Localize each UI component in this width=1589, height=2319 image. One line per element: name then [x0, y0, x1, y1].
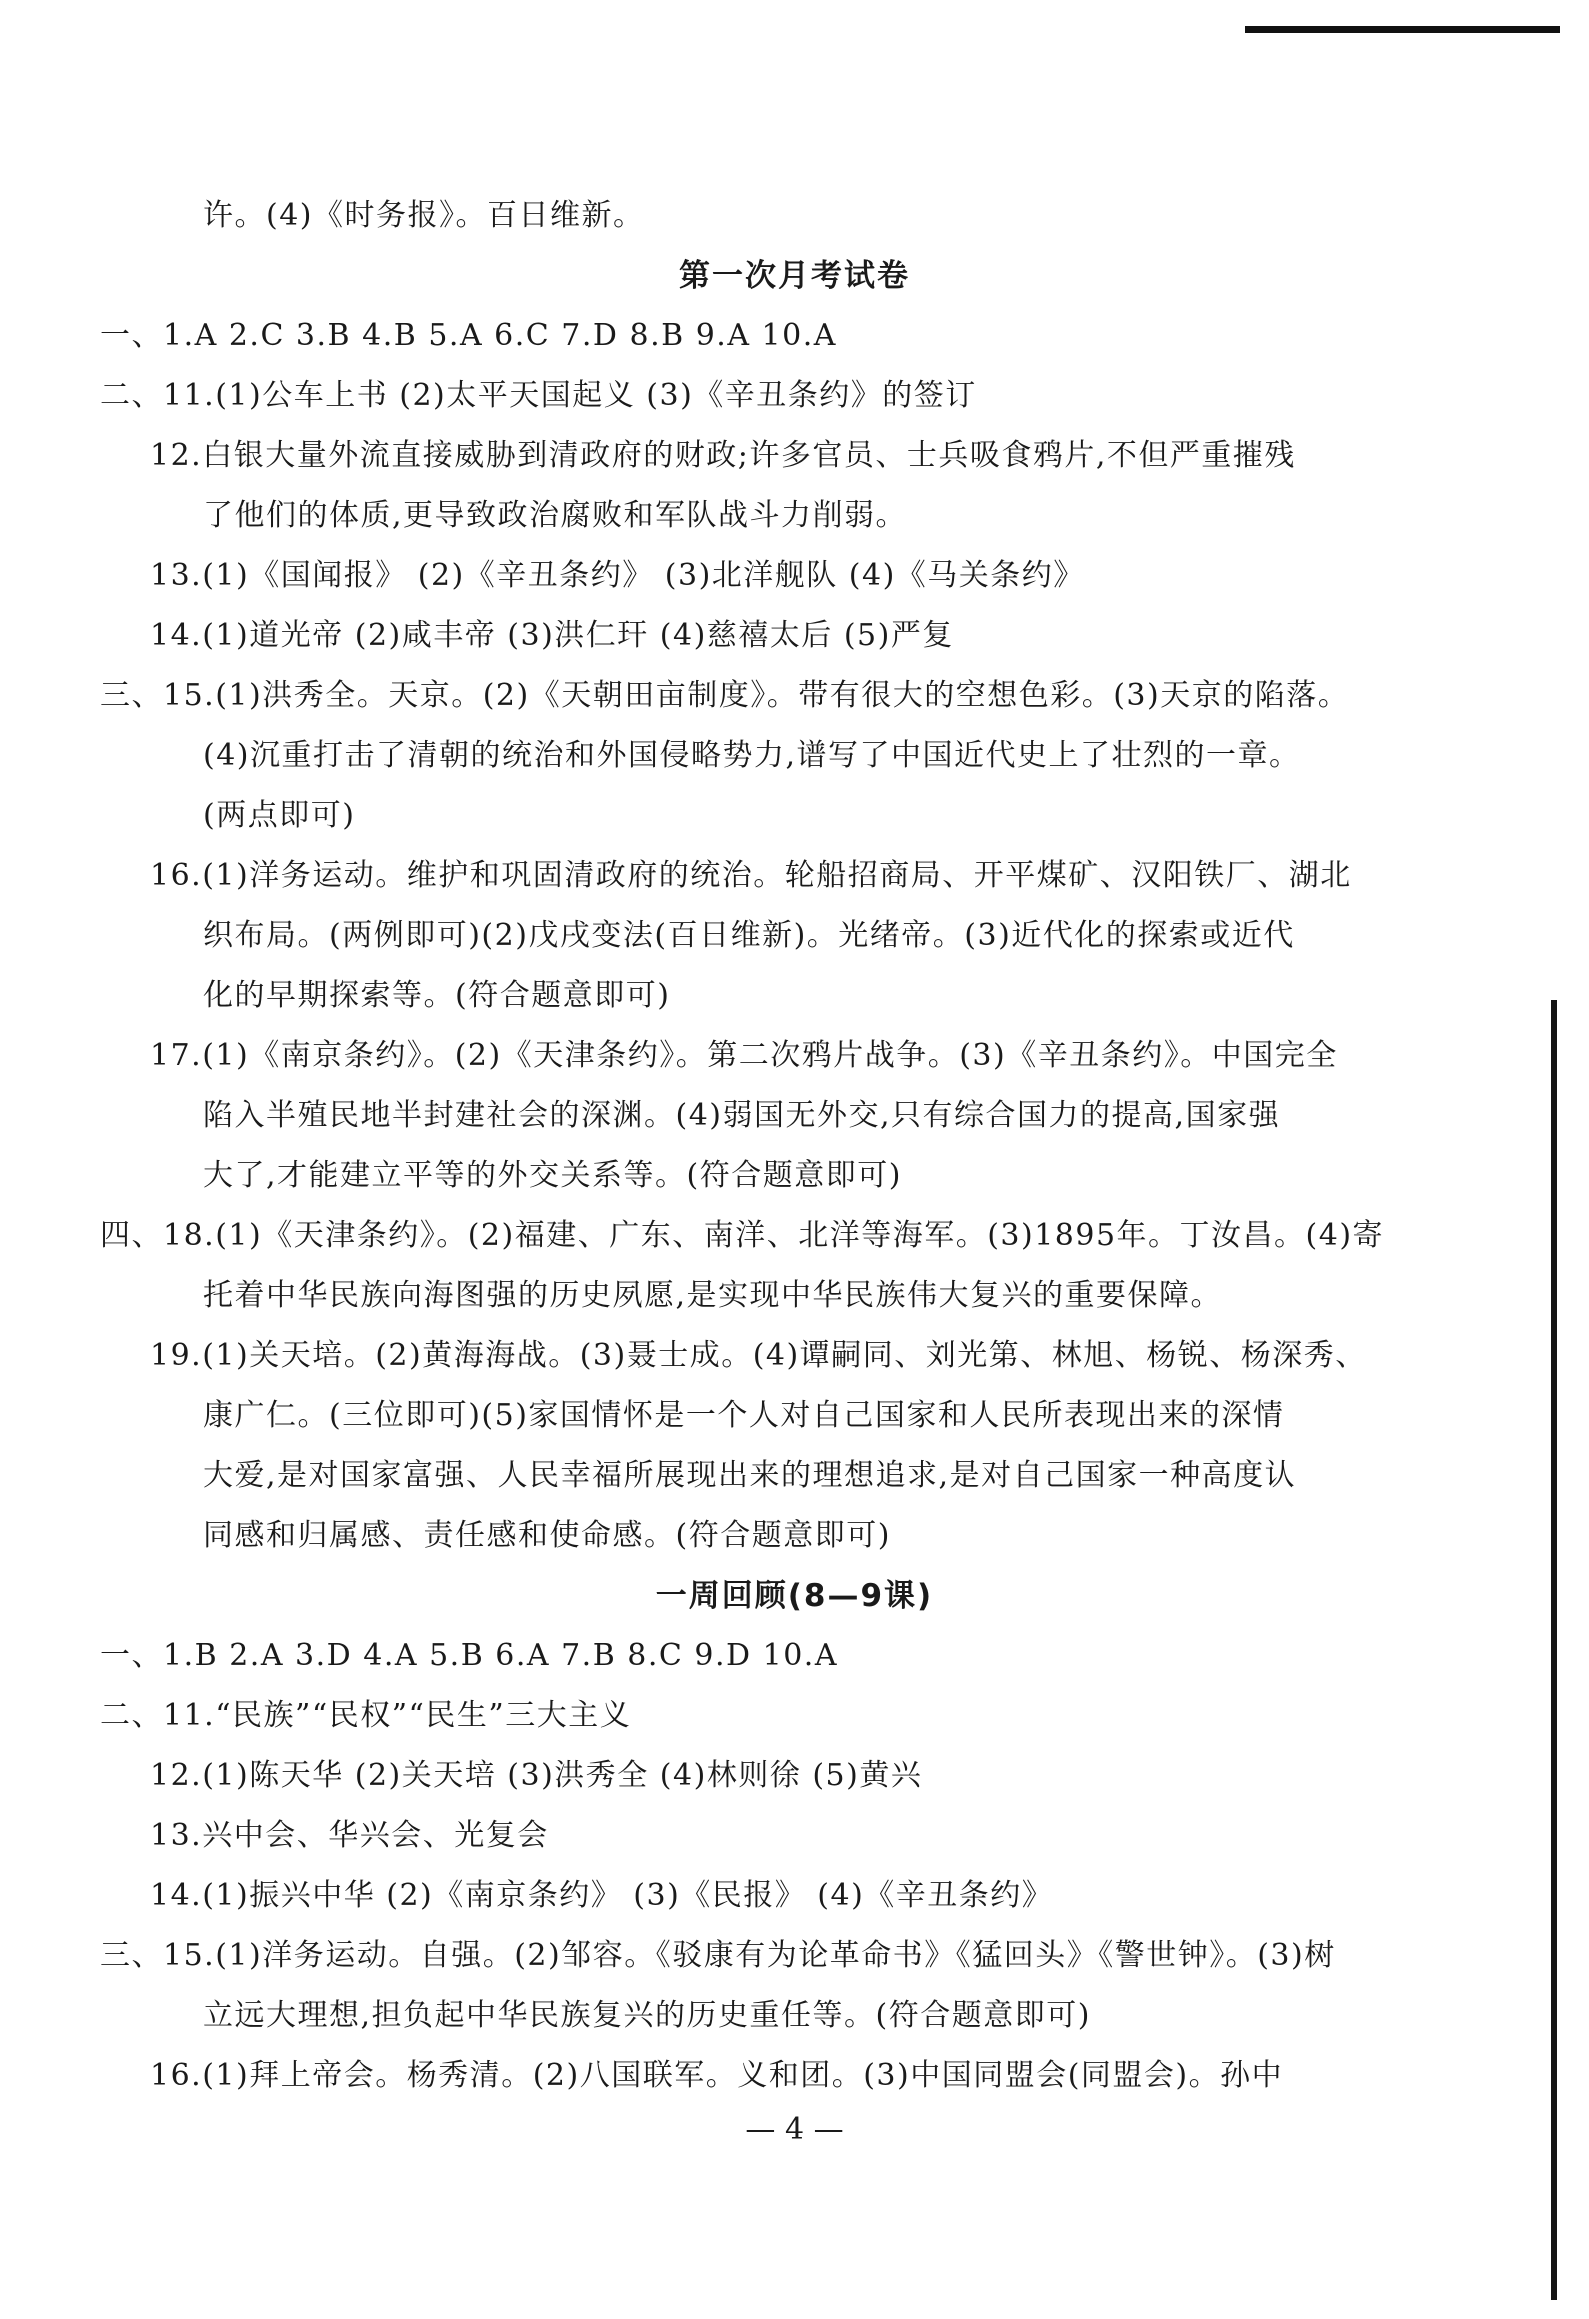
text-line: 13.兴中会、华兴会、光复会: [150, 1818, 549, 1853]
text-line: 立远大理想,担负起中华民族复兴的历史重任等。(符合题意即可): [203, 1998, 1091, 2033]
page-number: — 4 —: [745, 2112, 844, 2147]
section-heading-first-monthly-exam: 第一次月考试卷: [679, 258, 910, 294]
text-line: (4)沉重打击了清朝的统治和外国侵略势力,谱写了中国近代史上了壮烈的一章。: [203, 738, 1301, 773]
text-line: 14.(1)道光帝 (2)咸丰帝 (3)洪仁玕 (4)慈禧太后 (5)严复: [150, 618, 954, 653]
section-heading-weekly-review: 一周回顾(8—9课): [655, 1578, 934, 1614]
text-line: 14.(1)振兴中华 (2)《南京条约》 (3)《民报》 (4)《辛丑条约》: [150, 1878, 1054, 1913]
text-line: 托着中华民族向海图强的历史夙愿,是实现中华民族伟大复兴的重要保障。: [203, 1278, 1223, 1313]
text-line: 织布局。(两例即可)(2)戊戌变法(百日维新)。光绪帝。(3)近代化的探索或近代: [203, 918, 1295, 953]
text-line: 一、1.B 2.A 3.D 4.A 5.B 6.A 7.B 8.C 9.D 10.A: [100, 1638, 838, 1673]
text-line: 化的早期探索等。(符合题意即可): [203, 978, 671, 1013]
text-line: 三、15.(1)洪秀全。天京。(2)《天朝田亩制度》。带有很大的空想色彩。(3)天京的陷落。: [100, 678, 1350, 713]
text-line: 二、11.(1)公车上书 (2)太平天国起义 (3)《辛丑条约》的签订: [100, 378, 977, 413]
text-line: 一、1.A 2.C 3.B 4.B 5.A 6.C 7.D 8.B 9.A 10.A: [100, 318, 837, 353]
text-line: 三、15.(1)洋务运动。自强。(2)邹容。《驳康有为论革命书》《猛回头》《警世钟》。(3)树: [100, 1938, 1336, 1973]
scan-edge-mark-right: [1551, 1000, 1557, 2300]
text-line: 康广仁。(三位即可)(5)家国情怀是一个人对自己国家和人民所表现出来的深情: [203, 1398, 1285, 1433]
text-line: 陷入半殖民地半封建社会的深渊。(4)弱国无外交,只有综合国力的提高,国家强: [203, 1098, 1281, 1133]
text-line: 同感和归属感、责任感和使命感。(符合题意即可): [203, 1518, 891, 1553]
text-line: 19.(1)关天培。(2)黄海海战。(3)聂士成。(4)谭嗣同、刘光第、林旭、杨锐、杨深秀、: [150, 1338, 1367, 1373]
text-line: 大爱,是对国家富强、人民幸福所展现出来的理想追求,是对自己国家一种高度认: [203, 1458, 1297, 1493]
text-line: 了他们的体质,更导致政治腐败和军队战斗力削弱。: [203, 498, 908, 533]
text-line: 四、18.(1)《天津条约》。(2)福建、广东、南洋、北洋等海军。(3)1895年。丁汝昌。(4)寄: [100, 1218, 1385, 1253]
text-line: 13.(1)《国闻报》 (2)《辛丑条约》 (3)北洋舰队 (4)《马关条约》: [150, 558, 1085, 593]
text-line: 大了,才能建立平等的外交关系等。(符合题意即可): [203, 1158, 902, 1193]
text-line: 许。(4)《时务报》。百日维新。: [203, 198, 645, 233]
text-line: 17.(1)《南京条约》。(2)《天津条约》。第二次鸦片战争。(3)《辛丑条约》。中国完全: [150, 1038, 1338, 1073]
text-line: 二、11.“民族”“民权”“民生”三大主义: [100, 1698, 632, 1733]
text-line: 16.(1)洋务运动。维护和巩固清政府的统治。轮船招商局、开平煤矿、汉阳铁厂、湖北: [150, 858, 1352, 893]
text-line: (两点即可): [203, 798, 356, 833]
scan-edge-mark-top: [1245, 26, 1560, 33]
text-line: 12.白银大量外流直接威胁到清政府的财政;许多官员、士兵吸食鸦片,不但严重摧残: [150, 438, 1296, 473]
text-line: 12.(1)陈天华 (2)关天培 (3)洪秀全 (4)林则徐 (5)黄兴: [150, 1758, 923, 1793]
text-line: 16.(1)拜上帝会。杨秀清。(2)八国联军。义和团。(3)中国同盟会(同盟会)。孙中: [150, 2058, 1284, 2093]
